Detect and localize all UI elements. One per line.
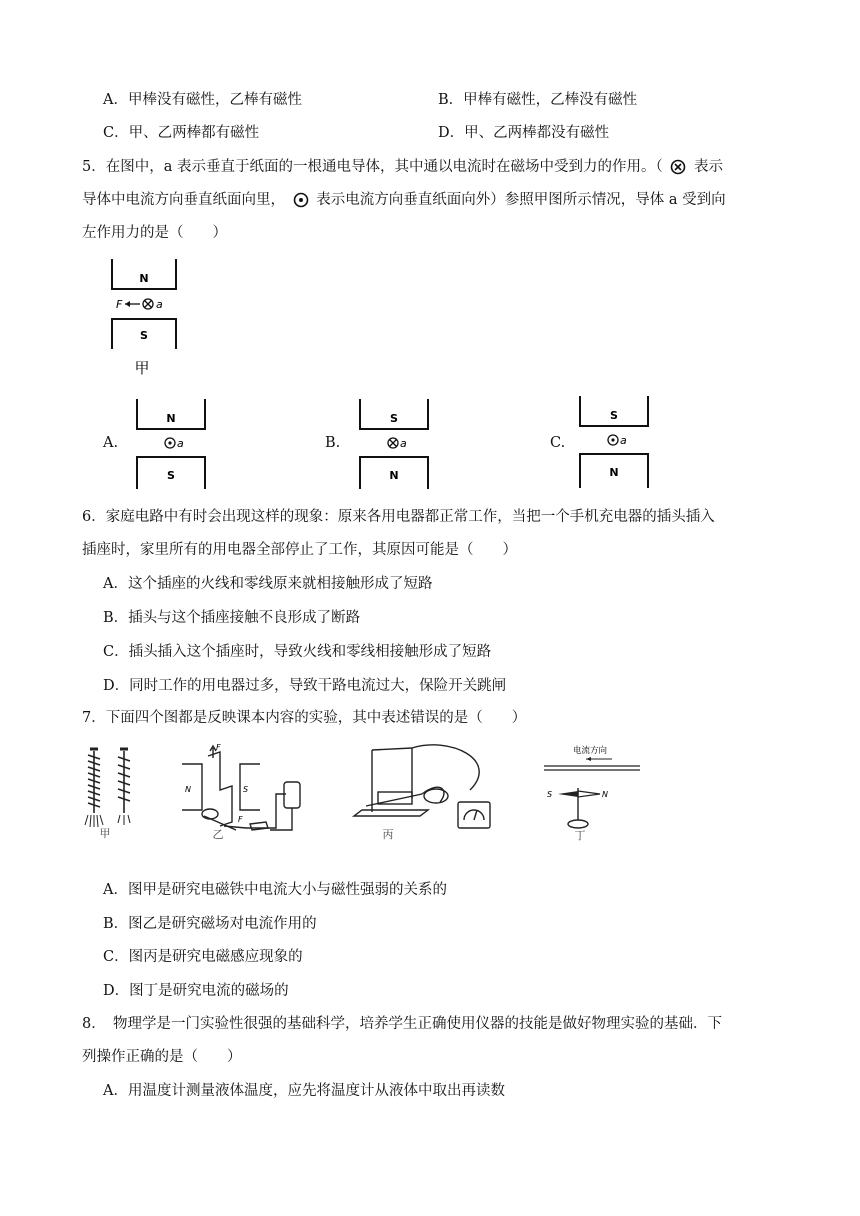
q6-option-b: B．插头与这个插座接触不良形成了断路 [103,610,361,626]
q5-stem-line1b: 表示 [693,159,723,175]
q7-option-b: B．图乙是研究磁场对电流作用的 [103,916,317,932]
q5-stem-line1a: 5．在图中，a 表示垂直于纸面的一根通电导体，其中通以电流时在磁场中受到力的作用。（ [82,159,663,175]
cross-circle-icon [670,159,686,175]
q5-stem-line2 [82,190,726,210]
q5-jia-a-label: a [156,298,163,311]
q7-yi-f-bottom: F [238,815,243,824]
q7-yi-n: N [185,785,191,794]
q4-option-d: D．甲、乙两棒都没有磁性 [438,125,610,141]
q4-option-a: A．甲棒没有磁性，乙棒有磁性 [103,92,302,108]
q7-ding-current-label: 电流方向 [572,746,608,756]
q7-option-c: C．图丙是研究电磁感应现象的 [103,949,303,965]
q5-option-b-figure [348,395,438,490]
q7-ding-caption: 丁 [574,829,586,842]
q5-b-conductor-label: a [400,437,407,450]
q5-jia-n-label: N [139,272,149,285]
q5-c-bottom-label: N [609,466,619,479]
q4-option-c: C．甲、乙两棒都有磁性 [103,125,260,141]
q5-option-c-label: C. [550,435,566,451]
q7-stem: 7．下面四个图都是反映课本内容的实验，其中表述错误的是（ ） [82,710,527,726]
q5-stem-line2b: 表示电流方向垂直纸面向外）参照甲图所示情况，导体 a 受到向 [316,192,726,208]
q5-a-top-label: N [166,412,176,425]
q7-bing-caption: 丙 [382,828,394,841]
q8-stem-line2: 列操作正确的是（ ） [82,1049,242,1065]
q5-option-c-figure [568,392,658,490]
q7-ding-n: N [602,790,608,799]
q5-stem-line2a: 导体中电流方向垂直纸面向里， [82,192,285,208]
q7-figure-ding [540,744,650,842]
q5-c-top-label: S [610,409,618,422]
q7-yi-f-top: F [216,743,221,752]
q8-option-a: A．用温度计测量液体温度，应先将温度计从液体中取出再读数 [103,1083,505,1099]
q5-stem-line1 [82,157,723,177]
q7-figure-yi [180,742,320,842]
q5-c-conductor-label: a [620,434,627,447]
q7-option-d: D．图丁是研究电流的磁场的 [103,983,289,999]
q7-figure-bing [350,740,510,842]
q5-stem-line3: 左作用力的是（ ） [82,225,227,241]
q6-stem-line1: 6．家庭电路中有时会出现这样的现象：原来各用电器都正常工作，当把一个手机充电器的插头插入 [82,509,715,525]
q5-option-a-figure [125,395,215,490]
q5-jia-caption: 甲 [134,359,150,377]
q7-option-a: A．图甲是研究电磁铁中电流大小与磁性强弱的关系的 [103,882,447,898]
q5-jia-s-label: S [140,329,148,342]
q5-figure-jia [100,255,190,380]
q5-option-a-label: A. [103,435,119,451]
q5-option-b-label: B. [325,435,341,451]
q5-jia-f-label: F [116,298,123,311]
q8-stem-line1: 8． 物理学是一门实验性很强的基础科学，培养学生正确使用仪器的技能是做好物理实验的基础．下 [82,1016,722,1032]
q6-option-c: C．插头插入这个插座时，导致火线和零线相接触形成了短路 [103,644,492,660]
dot-circle-icon [293,192,309,208]
q7-jia-caption: 甲 [99,827,111,840]
q5-a-bottom-label: S [167,469,175,482]
q6-option-d: D．同时工作的用电器过多，导致干路电流过大，保险开关跳闸 [103,678,507,694]
q5-b-top-label: S [390,412,398,425]
q5-a-conductor-label: a [177,437,184,450]
q7-ding-s: S [547,790,553,799]
q5-b-bottom-label: N [389,469,399,482]
q7-yi-caption: 乙 [212,828,224,841]
q6-stem-line2: 插座时，家里所有的用电器全部停止了工作，其原因可能是（ ） [82,542,517,558]
q7-figure-jia [78,745,148,840]
q7-yi-s: S [243,785,249,794]
q4-option-b: B．甲棒有磁性，乙棒没有磁性 [438,92,638,108]
q6-option-a: A．这个插座的火线和零线原来就相接触形成了短路 [103,576,433,592]
